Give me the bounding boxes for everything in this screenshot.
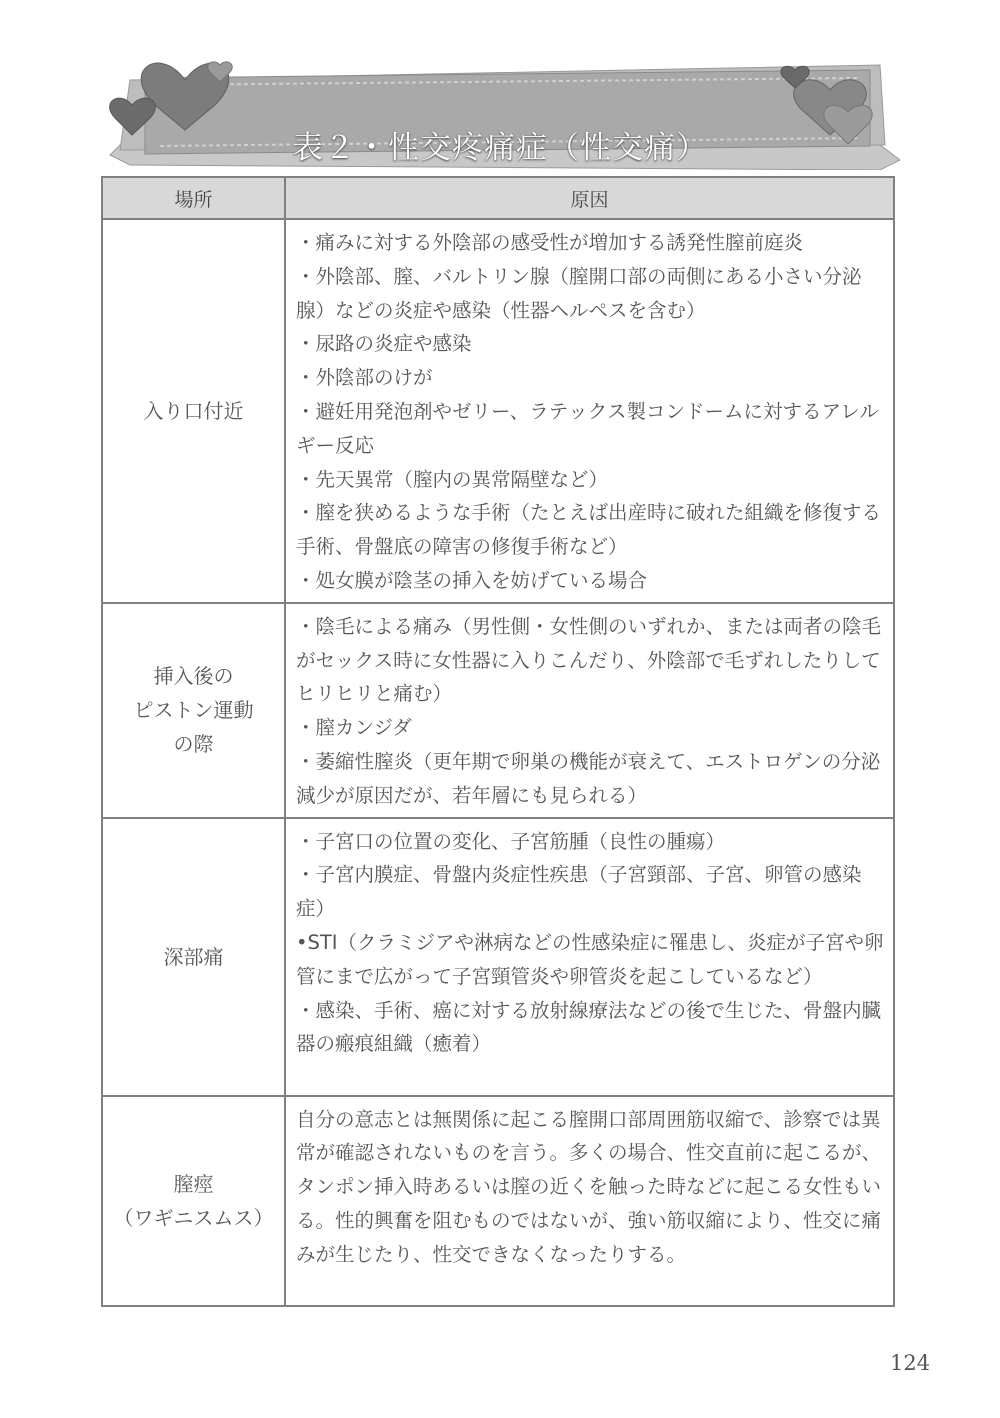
location-cell [102,603,285,818]
table-header-row [102,177,894,219]
title-banner [100,50,900,170]
page-number: 124 [890,1351,931,1375]
cause-item: ・外陰部のけが [296,366,433,390]
location-label: 深部痛 [163,944,224,969]
cause-item: •STI（クラミジアや淋病などの性感染症に罹患し、炎症が子宮や卵管にまで広がって子宮頸管炎や卵管炎を起こしているなど） [296,930,884,988]
cause-item: ・感染、手術、癌に対する放射線療法などの後で生じた、骨盤内臓器の瘢痕組織（癒着） [296,998,882,1056]
cause-item: ・処女膜が陰茎の挿入を妨げている場合 [296,568,648,592]
location-label: の際 [173,732,214,757]
table-row [102,818,894,1096]
cause-item: ・避妊用発泡剤やゼリー、ラテックス製コンドームに対するアレルギー反応 [296,399,879,457]
cause-cell [285,603,894,818]
location-label: （ワギニスムス） [113,1205,274,1230]
location-cell [102,1096,285,1306]
cause-item: ・先天異常（膣内の異常隔壁など） [296,467,609,491]
cause-item: ・痛みに対する外陰部の感受性が増加する誘発性膣前庭炎 [296,231,804,254]
location-label: 入り口付近 [143,398,244,423]
cause-item: ・膣カンジダ [296,716,412,740]
location-cell [102,818,285,1096]
header-cause: 原因 [285,177,894,219]
cause-cell [285,219,894,603]
cause-item: 自分の意志とは無関係に起こる膣開口部周囲筋収縮で、診察では異常が確認されないものを言う。多くの場合、性交直前に起こるが、タンポン挿入時あるいは膣の近くを触った時などに起こる女性もいる。性的興奮を阻むものではないが、強い筋収縮により、性交に痛みが生じたり、性交できなくなったりする。 [296,1107,882,1266]
cause-item: ・膣を狭めるような手術（たとえば出産時に破れた組織を修復する手術、骨盤底の障害の修復手術など） [296,501,882,559]
table-row [102,219,894,603]
pain-causes-table [101,176,895,1307]
page-title: 表２・性交疼痛症（性交痛） [292,130,708,166]
cause-cell [285,818,894,1096]
location-cell [102,219,285,603]
cause-item: ・子宮内膜症、骨盤内炎症性疾患（子宮頸部、子宮、卵管の感染症） [296,863,862,921]
location-label: 膣痙 [173,1171,214,1196]
cause-item: ・陰毛による痛み（男性側・女性側のいずれか、または両者の陰毛がセックス時に女性器に入りこんだり、外陰部で毛ずれしたりしてヒリヒリと痛む） [296,614,882,706]
cause-item: ・外陰部、膣、バルトリン腺（膣開口部の両側にある小さい分泌腺）などの炎症や感染（性器ヘルペスを含む） [296,264,862,322]
cause-item: ・萎縮性膣炎（更年期で卵巣の機能が衰えて、エストロゲンの分泌減少が原因だが、若年層にも見られる） [296,749,881,807]
cause-item: ・尿路の炎症や感染 [296,332,472,356]
location-label: 挿入後の [153,664,234,689]
cause-item: ・子宮口の位置の変化、子宮筋腫（良性の腫瘍） [296,829,726,853]
table-row [102,1096,894,1306]
header-location: 場所 [102,177,285,219]
cause-cell [285,1096,894,1306]
table-row [102,603,894,818]
location-label: ピストン運動 [133,698,254,723]
